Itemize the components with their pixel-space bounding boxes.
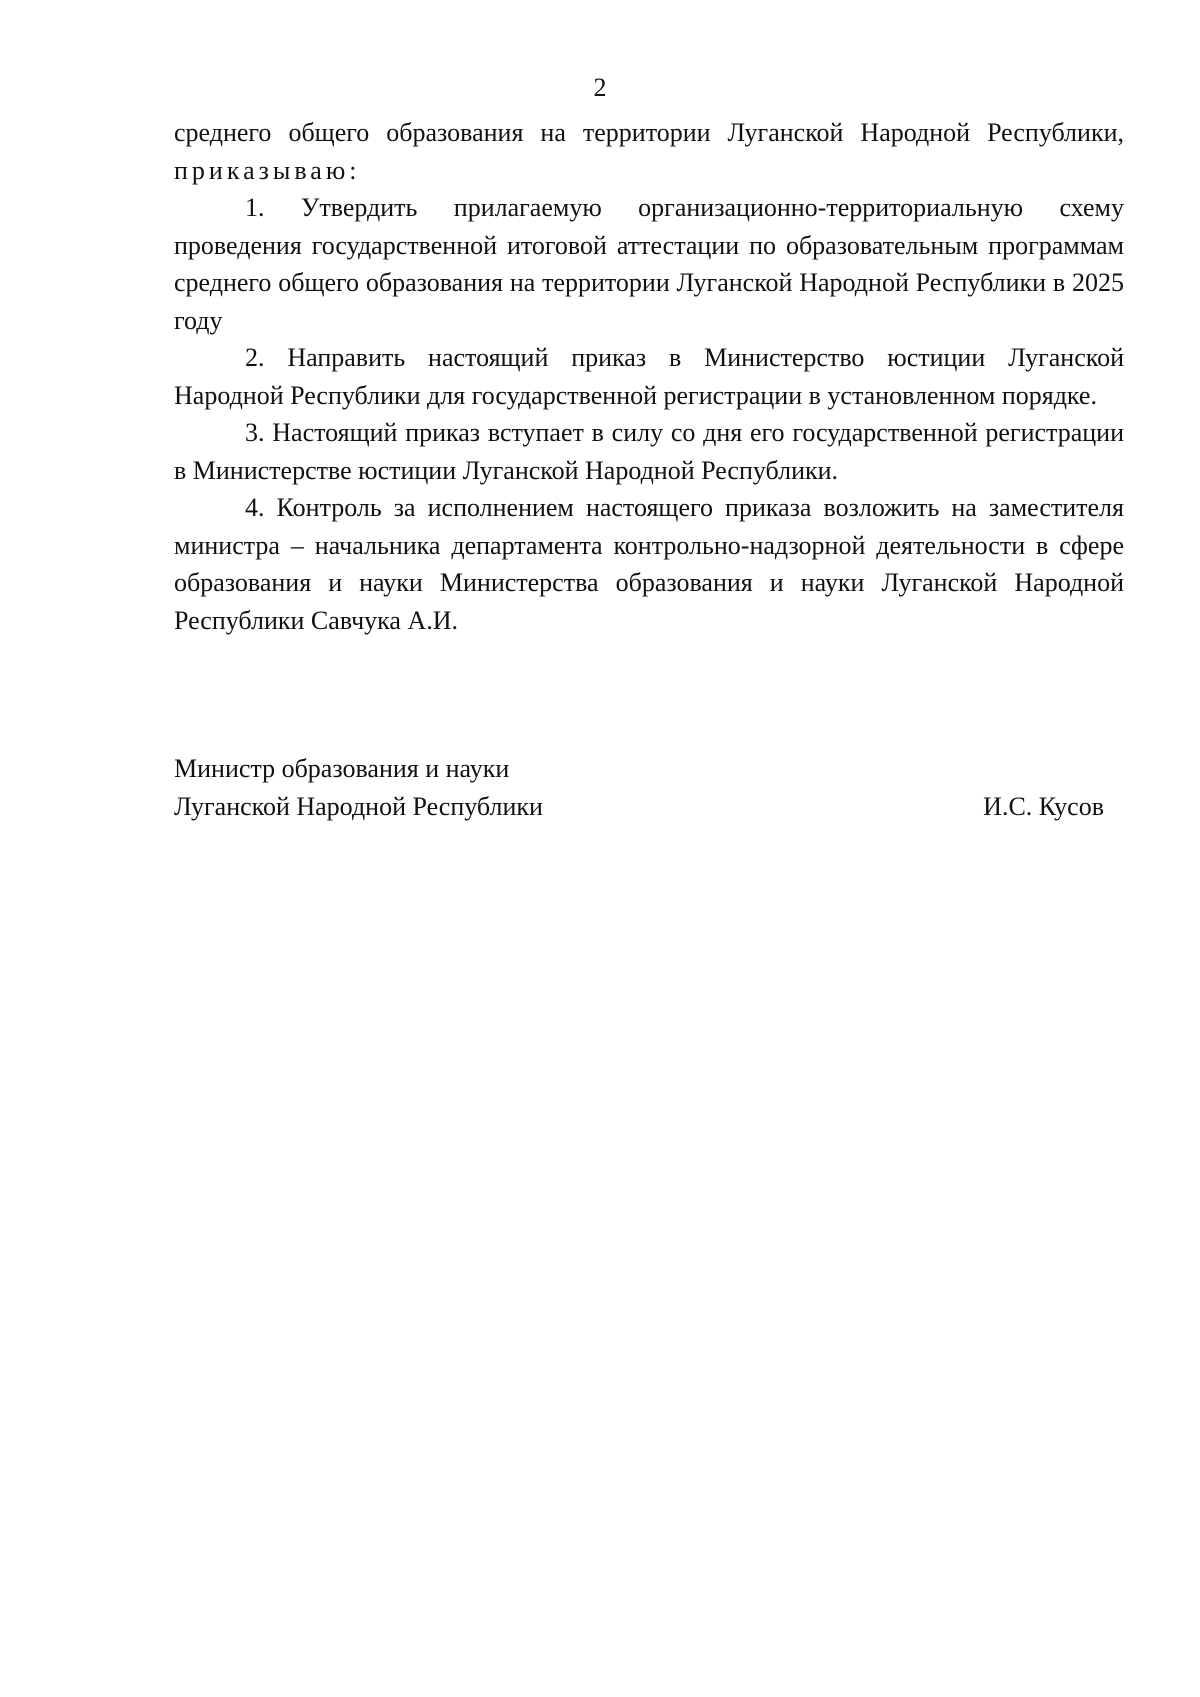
order-item-4: 4. Контроль за исполнением настоящего приказа возложить на заместителя министра – начальника департамента контрольно-надзорной деятельности в сфере образования и науки Министерства образования и науки Луганской Народной Республики Савчука А.И.: [174, 493, 1124, 635]
intro-text: среднего общего образования на территории Луганской Народной Республики,: [174, 118, 1124, 147]
signature-row: [174, 788, 1104, 826]
signatory-position-line1: Министр образования и науки: [174, 754, 510, 783]
signature-block: [174, 750, 1104, 825]
order-item-3: 3. Настоящий приказ вступает в силу со дня его государственной регистрации в Министерстве юстиции Луганской Народной Республики.: [174, 418, 1124, 485]
order-item-2: 2. Направить настоящий приказ в Министерство юстиции Луганской Народной Республики для государственной регистрации в установленном порядке.: [174, 343, 1124, 410]
order-body: [174, 114, 1124, 639]
intro-punct: :: [349, 155, 357, 185]
order-keyword: приказываю: [174, 155, 350, 185]
order-item-1: 1. Утвердить прилагаемую организационно-территориальную схему проведения государственной итоговой аттестации по образовательным программам среднего общего образования на территории Луганской Народной Республики в 2025 году: [174, 193, 1124, 335]
intro-paragraph: [174, 114, 1124, 189]
signatory-name: И.С. Кусов: [983, 791, 1104, 821]
signatory-position-line2: Луганской Народной Республики: [174, 791, 543, 821]
page-number: 2: [593, 73, 607, 102]
